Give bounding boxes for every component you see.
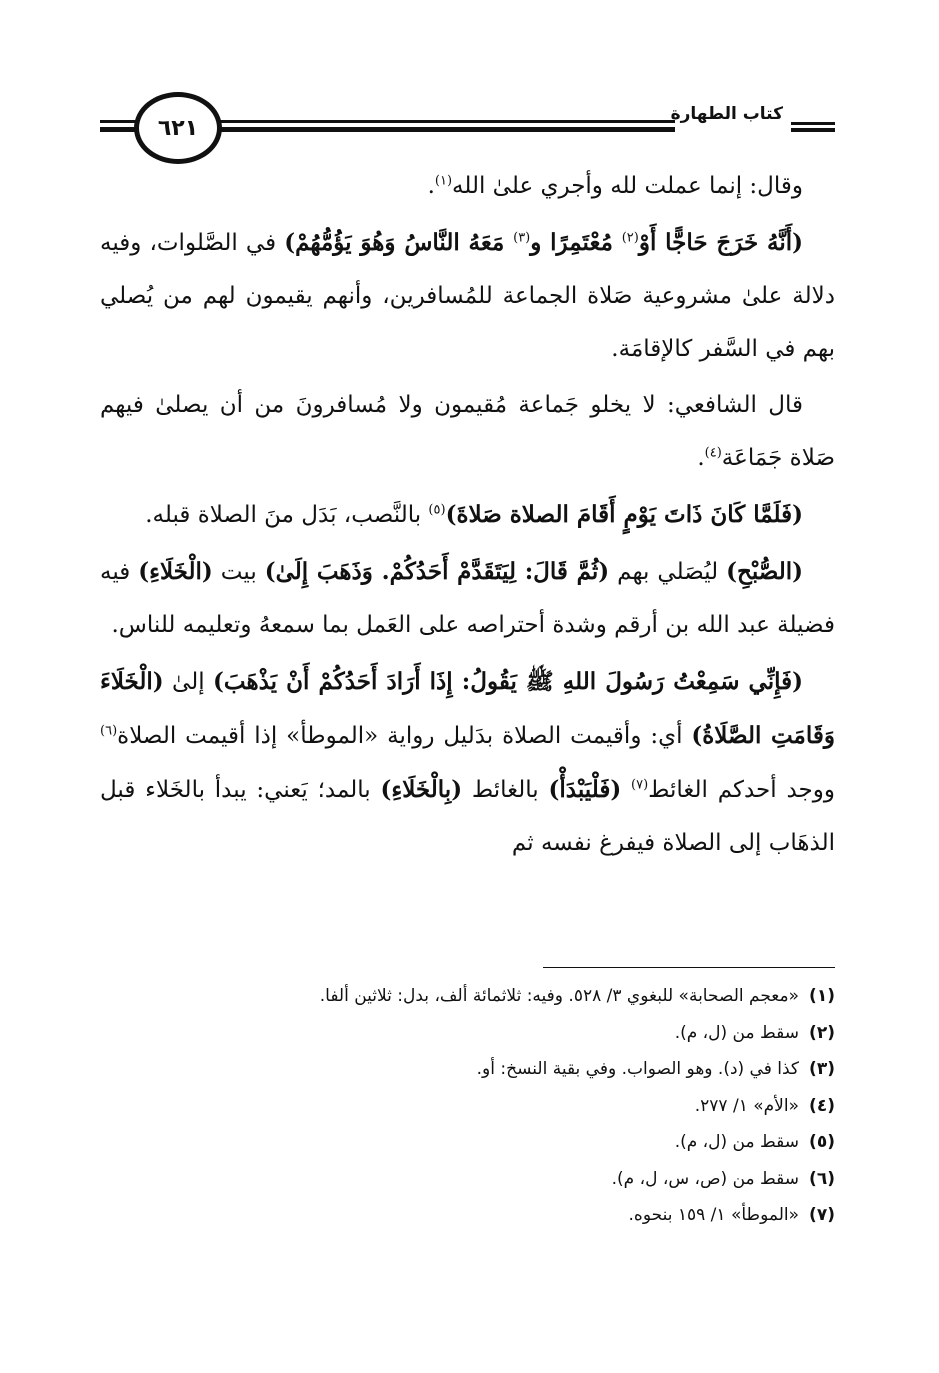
hadith-quote: (أَنَّهُ خَرَجَ حَاجًّا أَوْ [638,229,803,256]
p3-text: قال الشافعي: لا يخلو جَماعة مُقيمون ولا مُسافرونَ من أن يصلىٰ فيهم صَلاة جَمَاعَة [100,392,835,471]
paragraph-1 [100,160,835,213]
hadith-quote: مَعَهُ النَّاسُ وَهُوَ يَؤُمُّهُمْ) [284,229,514,256]
footnote-number: (٤) [809,1095,835,1116]
footnote-text: سقط من (ص، س، ل، م). [611,1168,799,1189]
commentary-text: أي: وأقيمت الصلاة بدَليل رواية «الموطأ» إذا أقيمت الصلاة [117,723,692,749]
paragraph-3 [100,379,835,485]
footnote-number: (١) [809,986,835,1006]
footnote-number: (٧) [809,1205,835,1225]
header-rule-right-top [791,122,835,125]
footnotes [100,978,835,1234]
footnote-ref-6[interactable]: (٦) [100,723,118,739]
footnote-text: سقط من (ل، م). [674,1022,799,1043]
hadith-quote: (فَلْيَبْدَأْ) [548,776,622,803]
hadith-quote: (بِالْخَلَاءِ) [380,776,463,803]
hadith-quote: (الصُّبْحِ) [726,558,803,585]
p1-text: وقال: إنما عملت لله وأجري علىٰ الله [452,173,803,199]
footnote-number: (٥) [809,1132,835,1152]
paragraph-5 [100,545,835,652]
footnote-item [100,1088,835,1125]
footnote-ref-3[interactable]: (٣) [513,230,531,246]
footnote-item [100,978,835,1015]
commentary-text: ووجد أحدكم الغائط [648,777,835,803]
commentary-text: بيت [212,559,265,585]
hadith-quote: (الْخَلَاءِ) [138,558,213,585]
commentary-text: ليُصَلي بهم [609,559,727,585]
footnote-number: (٣) [809,1059,835,1079]
paragraph-6 [100,655,835,870]
hadith-quote: (الْخَلَاءَ وَقَامَتِ الصَّلَاةُ) [100,668,835,749]
hadith-quote: (فَلَمَّا كَانَ ذَاتَ يَوْمٍ أَقَامَ الصلاة صَلاةَ) [445,501,803,528]
footnote-number: (٢) [809,1022,835,1043]
footnote-separator [543,967,835,968]
main-text [100,160,835,873]
footnote-item [100,1051,835,1088]
footnote-ref-2[interactable]: (٢) [621,230,639,246]
footnote-item [100,1161,835,1198]
footnote-item [100,1015,835,1052]
paragraph-2 [100,216,835,376]
page-number: ٦٢١ [157,115,199,141]
p3-end: . [697,445,705,471]
commentary-text: في الصَّلوات، وفيه دلالة علىٰ مشروعية صَلاة الجماعة للمُسافرين، وأنهم يقيمون لهم من يُصلي بهم في السَّفر كالإقامَة. [100,230,835,362]
footnote-item [100,1124,835,1161]
footnote-text: «الأم» ١/ ٢٧٧. [694,1095,799,1116]
running-title: كتاب الطهارة [670,104,783,124]
footnote-number: (٦) [809,1168,835,1189]
footnote-text: «الموطأ» ١/ ١٥٩ بنحوه. [628,1205,799,1225]
hadith-quote: (ثُمَّ قَالَ: لِيَتَقَدَّمْ أَحَدُكُمْ. وَذَهَبَ إِلَىٰ) [264,558,610,585]
footnote-ref-4[interactable]: (٤) [704,445,722,461]
commentary-text: بالنَّصب، بَدَل منَ الصلاة قبله. [145,502,429,528]
footnote-ref-1[interactable]: (١) [434,173,453,189]
footnote-ref-5[interactable]: (٥) [428,502,446,518]
footnote-text: سقط من (ل، م). [674,1132,799,1152]
commentary-text [621,777,631,803]
p1-end: . [427,173,435,199]
commentary-text: بالغائط [462,777,549,803]
footnote-text: كذا في (د). وهو الصواب. وفي بقية النسخ: أو. [476,1059,799,1079]
hadith-quote: (فَإِنِّي سَمِعْتُ رَسُولَ اللهِ ﷺ يَقُولُ: إِذَا أَرَادَ أَحَدُكُمْ أَنْ يَذْهَبَ) [212,668,803,695]
paragraph-4 [100,488,835,542]
commentary-text: فيه فضيلة عبد الله بن أرقم وشدة أحتراصه على العَمل بما سمعهُ وتعليمه للناس. [100,559,835,638]
hadith-quote: مُعْتَمِرًا و [530,229,622,256]
commentary-text: بالمد؛ يَعني: يبدأ بالخَلاء قبل الذهَاب إلى الصلاة فيفرغ نفسه ثم [100,777,835,856]
footnote-text: «معجم الصحابة» للبغوي ٣/ ٥٢٨. وفيه: ثلاثمائة ألف، بدل: ثلاثين ألفا. [319,986,799,1006]
page-number-badge [134,92,222,164]
header-rule-right-bottom [791,128,835,132]
footnote-ref-7[interactable]: (٧) [631,777,649,793]
commentary-text: إلىٰ [163,669,213,695]
footnote-item [100,1197,835,1234]
